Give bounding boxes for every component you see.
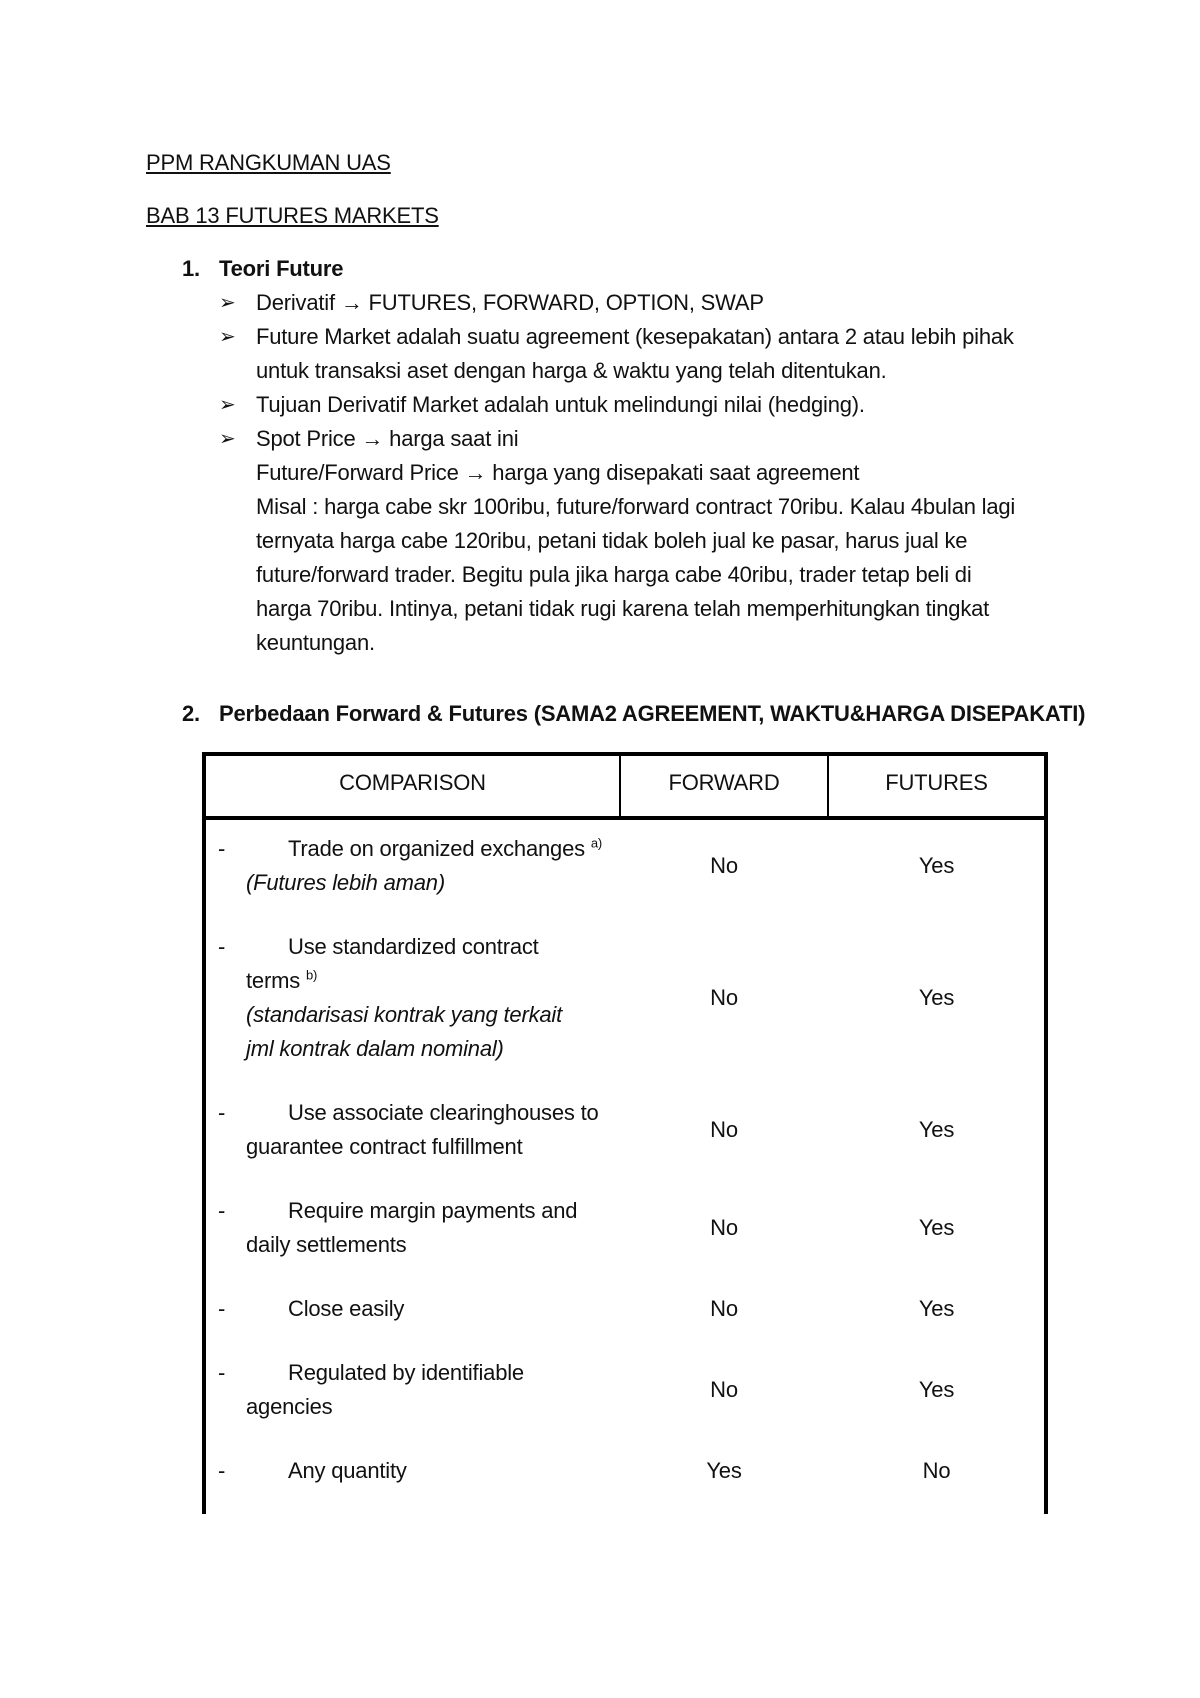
row-2-futures: Yes	[918, 985, 955, 1010]
row-2-forward: No	[710, 985, 738, 1010]
row-4-forward: No	[710, 1215, 738, 1240]
table-top-border	[202, 752, 1048, 756]
forward-price-label: Future/Forward Price	[256, 460, 459, 485]
forward-price-desc: harga yang disepakati saat agreement	[492, 460, 860, 485]
table-left-border	[202, 752, 206, 1514]
row-5-forward: No	[710, 1296, 738, 1321]
row-2-line-4: jml kontrak dalam nominal)	[246, 1036, 504, 1061]
row-6-futures: Yes	[918, 1377, 955, 1402]
section-2-heading: Perbedaan Forward & Futures (SAMA2 AGREEMENT, WAKTU&HARGA DISEPAKATI)	[219, 701, 1086, 726]
bullet-1-text-pre: Derivatif	[256, 290, 335, 315]
header-forward: FORWARD	[668, 770, 780, 795]
bullet-4-line-1	[256, 422, 518, 456]
row-1-line-2: (Futures lebih aman)	[246, 870, 445, 895]
row-dash: -	[218, 1360, 226, 1385]
row-7-line-1: Any quantity	[288, 1458, 407, 1483]
row-4-line-1: Require margin payments and	[288, 1198, 578, 1223]
section-1-heading: Teori Future	[219, 256, 344, 281]
footnote-b: b)	[305, 967, 318, 983]
row-6-line-2: agencies	[246, 1394, 333, 1419]
doc-title: PPM RANGKUMAN UAS	[146, 150, 391, 175]
bullet-4-line-2	[256, 456, 859, 490]
row-3-futures: Yes	[918, 1117, 955, 1142]
row-3-forward: No	[710, 1117, 738, 1142]
row-1-line-1	[288, 832, 602, 866]
bullet-4-line-6: harga 70ribu. Intinya, petani tidak rugi karena telah memperhitungkan tingkat	[256, 596, 990, 621]
row-3-line-2: guarantee contract fulfillment	[246, 1134, 523, 1159]
arrowhead-bullet-icon: ➢	[219, 394, 236, 416]
chapter-heading: BAB 13 FUTURES MARKETS	[146, 203, 439, 228]
bullet-4-line-3: Misal : harga cabe skr 100ribu, future/forward contract 70ribu. Kalau 4bulan lagi	[256, 494, 1016, 519]
right-arrow-icon: →	[340, 290, 363, 315]
row-4-futures: Yes	[918, 1215, 955, 1240]
right-arrow-icon: →	[464, 460, 487, 485]
spot-price-label: Spot Price	[256, 426, 356, 451]
row-1-text: Trade on organized exchanges	[288, 836, 585, 861]
bullet-4-line-4: ternyata harga cabe 120ribu, petani tidak boleh jual ke pasar, harus jual ke	[256, 528, 968, 553]
right-arrow-icon: →	[361, 426, 384, 451]
bullet-2-line-2: untuk transaksi aset dengan harga & waktu yang telah ditentukan.	[256, 358, 887, 383]
row-2-line-1: Use standardized contract	[288, 934, 539, 959]
section-1-number: 1.	[182, 256, 200, 281]
bullet-2-line-1: Future Market adalah suatu agreement (kesepakatan) antara 2 atau lebih pihak	[256, 324, 1014, 349]
row-6-line-1: Regulated by identifiable	[288, 1360, 524, 1385]
row-2-line-3: (standarisasi kontrak yang terkait	[246, 1002, 563, 1027]
row-4-line-2: daily settlements	[246, 1232, 407, 1257]
footnote-a: a)	[590, 835, 602, 851]
row-5-futures: Yes	[918, 1296, 955, 1321]
table-header-border	[202, 816, 1048, 820]
row-2-line-2	[246, 964, 317, 998]
row-7-forward: Yes	[706, 1458, 742, 1483]
row-5-line-1: Close easily	[288, 1296, 405, 1321]
arrowhead-bullet-icon: ➢	[219, 292, 236, 314]
row-3-line-1: Use associate clearinghouses to	[288, 1100, 599, 1125]
row-6-forward: No	[710, 1377, 738, 1402]
row-dash: -	[218, 1458, 226, 1483]
row-dash: -	[218, 836, 226, 861]
bullet-1-text-post: FUTURES, FORWARD, OPTION, SWAP	[368, 290, 764, 315]
bullet-3: Tujuan Derivatif Market adalah untuk melindungi nilai (hedging).	[256, 392, 865, 417]
bullet-4-line-7: keuntungan.	[256, 630, 375, 655]
bullet-derivatif	[256, 286, 764, 320]
section-2-number: 2.	[182, 701, 200, 726]
row-2-text: terms	[246, 968, 301, 993]
bullet-4-line-5: future/forward trader. Begitu pula jika harga cabe 40ribu, trader tetap beli di	[256, 562, 972, 587]
header-futures: FUTURES	[885, 770, 988, 795]
spot-price-desc: harga saat ini	[389, 426, 519, 451]
row-dash: -	[218, 1198, 226, 1223]
header-comparison: COMPARISON	[339, 770, 486, 795]
row-dash: -	[218, 1100, 226, 1125]
arrowhead-bullet-icon: ➢	[219, 428, 236, 450]
table-right-border	[1044, 752, 1048, 1514]
row-dash: -	[218, 934, 226, 959]
row-dash: -	[218, 1296, 226, 1321]
row-1-futures: Yes	[918, 853, 955, 878]
row-7-futures: No	[922, 1458, 951, 1483]
arrowhead-bullet-icon: ➢	[219, 326, 236, 348]
row-1-forward: No	[710, 853, 738, 878]
